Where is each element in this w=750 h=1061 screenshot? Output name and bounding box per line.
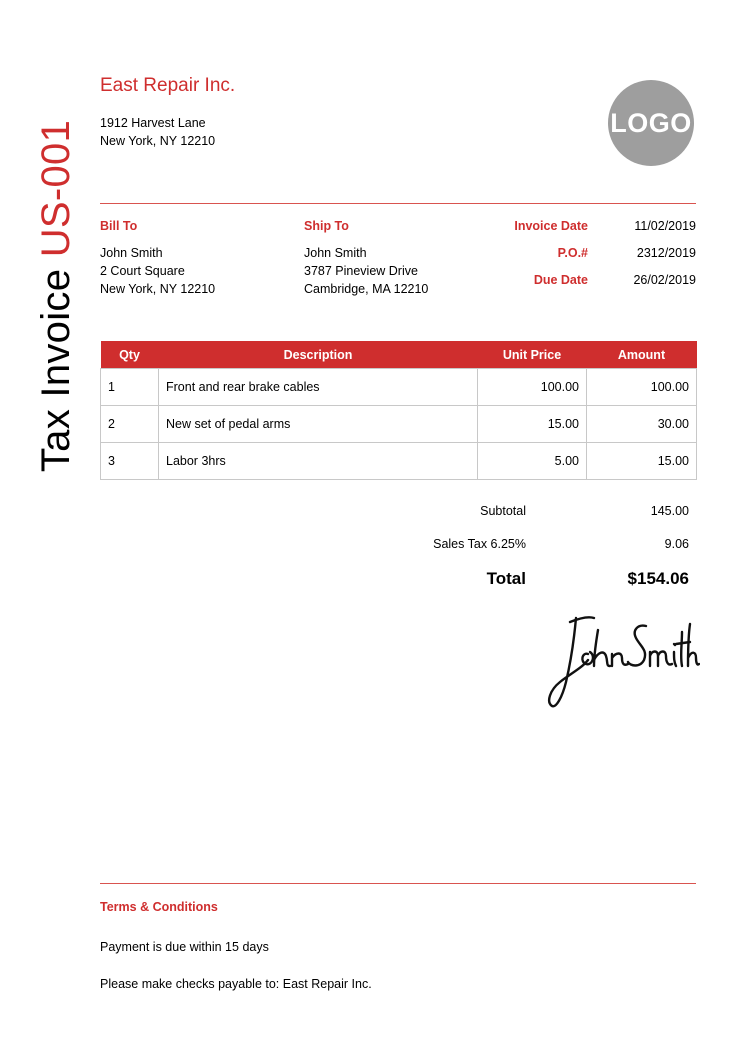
due-date: 26/02/2019 [633, 273, 696, 287]
header-unit-price: Unit Price [478, 341, 587, 369]
invoice-number: US-001 [34, 119, 78, 258]
invoice-date-label: Invoice Date [514, 219, 588, 233]
tax-label: Sales Tax 6.25% [433, 537, 526, 551]
header-description: Description [159, 341, 478, 369]
cell-description: Front and rear brake cables [159, 369, 478, 406]
table-header-row [101, 341, 697, 369]
document-title [36, 120, 76, 472]
subtotal-label: Subtotal [480, 504, 526, 518]
table-row [101, 369, 697, 406]
logo-text: LOGO [610, 107, 692, 138]
title-text: Tax Invoice [34, 268, 78, 473]
cell-qty: 3 [101, 443, 159, 480]
header-qty: Qty [101, 341, 159, 369]
logo [608, 80, 694, 166]
total-label: Total [486, 569, 526, 588]
header-amount: Amount [587, 341, 697, 369]
bill-to-line2: New York, NY 12210 [100, 282, 216, 296]
ship-to-name: John Smith [304, 246, 367, 260]
company-address-line1: 1912 Harvest Lane [100, 116, 206, 130]
ship-to-line2: Cambridge, MA 12210 [304, 282, 429, 296]
cell-unit-price: 5.00 [478, 443, 587, 480]
company-address-line2: New York, NY 12210 [100, 134, 216, 148]
invoice-date: 11/02/2019 [634, 219, 696, 233]
total-value: $154.06 [627, 569, 689, 588]
tax-value: 9.06 [664, 537, 689, 551]
header-divider [100, 203, 696, 204]
po-number: 2312/2019 [636, 246, 696, 260]
items-table [100, 341, 697, 480]
cell-unit-price: 100.00 [478, 369, 587, 406]
cell-qty: 1 [101, 369, 159, 406]
company-name: East Repair Inc. [100, 75, 236, 96]
cell-amount: 30.00 [587, 406, 697, 443]
cell-amount: 15.00 [587, 443, 697, 480]
bill-to-name: John Smith [100, 246, 163, 260]
cell-unit-price: 15.00 [478, 406, 587, 443]
subtotal-value: 145.00 [650, 504, 689, 518]
table-row [101, 443, 697, 480]
due-date-label: Due Date [533, 273, 588, 287]
ship-to-line1: 3787 Pineview Drive [304, 264, 418, 278]
footer-divider [100, 883, 696, 884]
table-row [101, 406, 697, 443]
cell-qty: 2 [101, 406, 159, 443]
terms-title: Terms & Conditions [100, 900, 218, 914]
terms-line2: Please make checks payable to: East Repair Inc. [100, 977, 372, 991]
terms-line1: Payment is due within 15 days [100, 940, 269, 954]
bill-to-line1: 2 Court Square [100, 264, 185, 278]
cell-description: New set of pedal arms [159, 406, 478, 443]
cell-amount: 100.00 [587, 369, 697, 406]
signature [530, 610, 700, 715]
cell-description: Labor 3hrs [159, 443, 478, 480]
po-label: P.O.# [557, 246, 588, 260]
bill-to-label: Bill To [100, 219, 138, 233]
ship-to-label: Ship To [304, 219, 349, 233]
